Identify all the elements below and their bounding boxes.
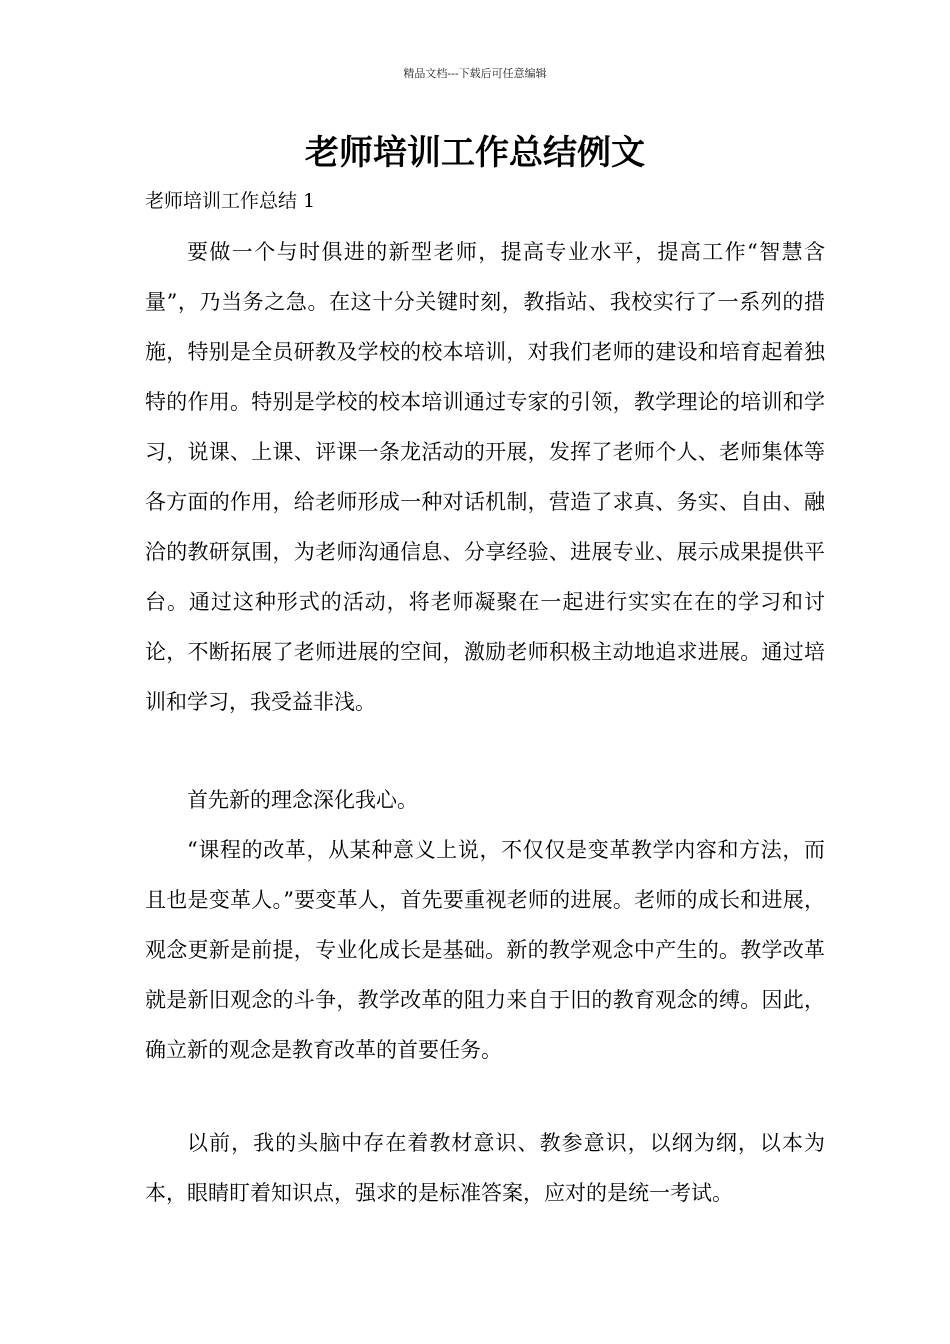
paragraph-2: 首先新的理念深化我心。 xyxy=(187,788,418,812)
paragraph-3: “课程的改革，从某种意义上说，不仅仅是变革教学内容和方法，而且也是变革人。”要变革人，首先要重视老师的进展。老师的成长和进展，观念更新是前提，专业化成长是基础。新的教学观念中产生的。教学改革就是新旧观念的斗争，教学改革的阻力来自于旧的教育观念的缚。因此，确立新的观念是教育改革的首要任务。 xyxy=(145,838,825,1062)
paragraph-1: 要做一个与时俱进的新型老师，提高专业水平，提高工作“智慧含量”，乃当务之急。在这十分关键时刻，教指站、我校实行了一系列的措施，特别是全员研教及学校的校本培训，对我们老师的建设和培育起着独特的作用。特别是学校的校本培训通过专家的引领，教学理论的培训和学习，说课、上课、评课一条龙活动的开展，发挥了老师个人、老师集体等各方面的作用，给老师形成一种对话机制，营造了求真、务实、自由、融洽的教研氛围，为老师沟通信息、分享经验、进展专业、展示成果提供平台。通过这种形式的活动，将老师凝聚在一起进行实实在在的学习和讨论，不断拓展了老师进展的空间，激励老师积极主动地追求进展。通过培训和学习，我受益非浅。 xyxy=(145,240,825,714)
header-note: 精品文档---下载后可任意编辑 xyxy=(403,67,547,80)
document-title: 老师培训工作总结例文 xyxy=(305,133,645,173)
section-heading: 老师培训工作总结 1 xyxy=(145,190,316,212)
paragraph-4: 以前，我的头脑中存在着教材意识、教参意识，以纲为纲，以本为本，眼睛盯着知识点，强求的是标准答案，应对的是统一考试。 xyxy=(145,1131,825,1205)
